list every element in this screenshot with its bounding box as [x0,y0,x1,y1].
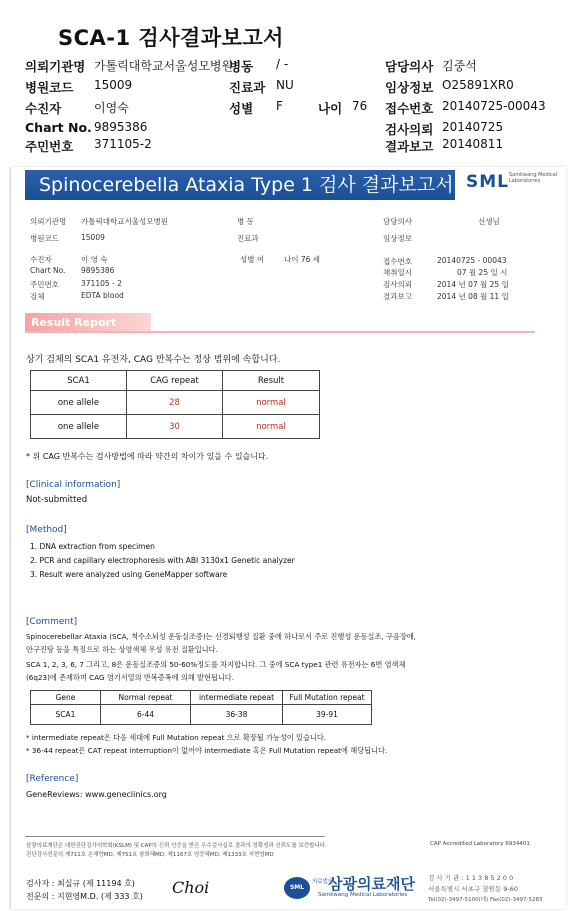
info-label-result-date: 결과보고 [383,292,412,301]
table-cell: 30 [127,415,223,439]
table-cell: 39-91 [283,705,372,725]
footer-accreditation: 삼광의료재단은 대한진단검사의학회(KSLM) 및 CAP의 신뢰 인증을 받은 우수검사실로 결과의 정확성과 신뢰도를 보증합니다. [26,843,327,849]
cag-note: * 위 CAG 반복수는 검사방법에 따라 약간의 차이가 있을 수 있습니다. [26,452,269,461]
info-label-requester: 의뢰기관명 [30,217,67,226]
table-header-cell: Result [223,371,320,391]
footer-phone: Tel(02)-3497-5100(대) Fax(02)-3497-5283 [428,897,543,903]
info-label-age: 나이 76 세 [284,255,321,264]
clinical-info-value: Not-submitted [26,495,88,505]
method-item: 2. PCR and capillary electrophoresis with ABI 3130x1 Genetic analyzer [30,556,295,565]
table-header-cell: intermediate repeat [191,691,283,705]
report-banner: Spinocerebella Ataxia Type 1 검사 결과보고서 [25,170,455,200]
info-value-doctor: 선생님 [478,217,500,226]
info-label-test-request: 검사의뢰 [383,280,412,289]
table-cell: 28 [127,391,223,415]
reference-value: GeneReviews: www.geneclinics.org [26,790,167,799]
info-label-doctor: 담당의사 [383,217,412,226]
label-receipt-no: 접수번호 [385,101,434,116]
table-header-cell: SCA1 [31,371,127,391]
info-label-ward: 병 동 [237,217,254,226]
value-department: NU [276,78,294,92]
table-cell: one allele [31,391,127,415]
org-name: 삼광의료재단 [328,875,415,893]
info-label-resident-no: 주민번호 [30,280,59,289]
info-label-receipt-no: 접수번호 [383,257,412,266]
info-label-department: 진료과 [237,234,259,243]
label-ward: 병동 [229,59,254,74]
label-sex: 성별 [229,101,254,116]
repeat-note: * 36-44 repeat은 CAT repeat interruption이 없어야 intermediate 혹은 Full Mutation repeat에 해당됩니다. [26,746,388,755]
table-row [31,391,320,415]
label-hospital-code: 병원코드 [25,80,74,95]
label-chart-no: Chart No. [25,120,92,135]
comment-line: (6q23)에 존재하며 CAG 염기서열의 반복증폭에 의해 발현됩니다. [26,673,235,682]
label-patient: 수진자 [25,101,62,116]
table-header-cell: CAG repeat [127,371,223,391]
table-header-cell: Gene [31,691,101,705]
info-value-resident-no: 371105 - 2 [81,279,122,288]
table-header-cell: Normal repeat [101,691,191,705]
info-label-chart-no: Chart No. [30,266,66,275]
info-label-collected: 채취일시 [383,268,412,277]
org-subtitle: Samkwang Medical Laboratories [318,892,408,898]
table-row [31,415,320,439]
label-age: 나이 [318,101,343,116]
clinical-info-title: [Clinical information] [26,480,121,490]
table-cell: 6-44 [101,705,191,725]
page-title: SCA-1 검사결과보고서 [58,26,284,50]
value-receipt-no: 20140725-00043 [442,99,546,113]
signature: Choi [172,878,210,897]
table-cell: normal [223,415,320,439]
table-header-row [31,691,372,705]
value-requester: 가톨릭대학교서울성모병원 [94,59,234,73]
info-label-sex: 성별 여 [240,255,265,264]
info-value-requester: 가톨릭대학교서울성모병원 [81,217,168,226]
table-row [31,705,372,725]
info-label-clinical-info: 임상정보 [383,234,412,243]
info-value-chart-no: 9895386 [81,266,115,275]
table-cell: 36-38 [191,705,283,725]
info-label-patient: 수진자 [30,255,52,264]
result-report-divider [25,331,535,333]
footer-divider [25,836,325,837]
repeat-table [30,690,372,725]
info-label-specimen: 검체 [30,292,45,301]
comment-line: Spinocerebellar Ataxia (SCA, 척수소뇌성 운동실조증)는 신경퇴행성 질환 중에 하나로서 주로 진행성 운동실조, 구음장애, [26,632,416,641]
method-title: [Method] [26,525,67,535]
value-result-report-date: 20140811 [442,137,504,151]
value-patient: 이영숙 [94,101,129,115]
result-report-tab: Result Report [25,313,151,333]
table-cell: one allele [31,415,127,439]
footer-address: 서울특별시 서초구 잠원동 9-60 [428,885,519,893]
method-item: 3. Result were analyzed using GeneMapper software [30,570,228,579]
info-value-hospital-code: 15009 [81,233,105,242]
info-value-result-date: 2014 년 08 월 11 일 [437,292,509,301]
reference-title: [Reference] [26,774,79,784]
result-table [30,370,320,439]
value-sex: F [276,99,283,113]
label-requester: 의뢰기관명 [25,59,86,74]
comment-line: SCA 1, 2, 3, 6, 7 그리고, 8은 운동실조증의 50-60%정도를 차지합니다. 그 중에 SCA type1 관련 유전자는 6번 염색체 [26,660,406,669]
value-resident-no: 371105-2 [94,137,152,151]
value-hospital-code: 15009 [94,78,133,92]
comment-line: 안구진탕 등을 특징으로 하는 상염색체 우성 유전 질환입니다. [26,645,218,654]
table-cell: SCA1 [31,705,101,725]
info-value-patient: 이 영 숙 [81,255,108,264]
result-summary: 상기 검체의 SCA1 유전자, CAG 반복수는 정상 범위에 속합니다. [26,355,281,365]
sml-logo: SML [466,172,509,192]
footer-cap: CAP Accredited Laboratory 6934401 [430,841,530,847]
signer-specialist: 전문의 : 지현영M.D. (제 333 호) [26,892,143,901]
label-result-report-date: 결과보고 [385,139,434,154]
value-age: 76 [352,99,368,113]
info-label-hospital-code: 병원코드 [30,234,59,243]
repeat-note: * intermediate repeat은 다음 세대에 Full Mutation repeat 으로 확장될 가능성이 있습니다. [26,733,327,742]
value-doctor: 김중석 [442,59,477,73]
info-value-receipt-no: 20140725 - 00043 [437,256,507,265]
value-chart-no: 9895386 [94,120,148,134]
signer-tester: 검사자 : 최실규 (제 11194 호) [26,879,135,888]
value-ward: / - [276,57,289,71]
value-clinical-info: O25891XR0 [442,78,514,92]
table-header-cell: Full Mutation repeat [283,691,372,705]
footer-institution: 검 사 기 관 : 1 1 3 8 5 2 0 0 [428,874,514,882]
label-test-request: 검사의뢰 [385,122,434,137]
label-department: 진료과 [229,80,266,95]
table-cell: normal [223,391,320,415]
comment-title: [Comment] [26,617,78,627]
org-prefix: 의료법인 [312,879,334,885]
label-clinical-info: 임상정보 [385,80,434,95]
info-value-test-request: 2014 년 07 월 25 일 [437,280,509,289]
sml-emblem-icon: SML [284,877,310,899]
label-doctor: 담당의사 [385,59,434,74]
footer-specialists: 진단검사전문의 제711호 손재향MD, 제751호 왕희혜MD, 제1167호 엄증혜MD, 제1333호 지현영MD [26,852,274,858]
method-item: 1. DNA extraction from specimen [30,542,155,551]
sml-logo-subtitle: Samkwang Medical Laboratories [509,172,558,184]
value-test-request: 20140725 [442,120,504,134]
label-resident-no: 주민번호 [25,139,74,154]
info-value-collected: 07 월 25 일 시 [457,268,508,277]
table-header-row [31,371,320,391]
info-value-specimen: EDTA blood [81,291,124,300]
